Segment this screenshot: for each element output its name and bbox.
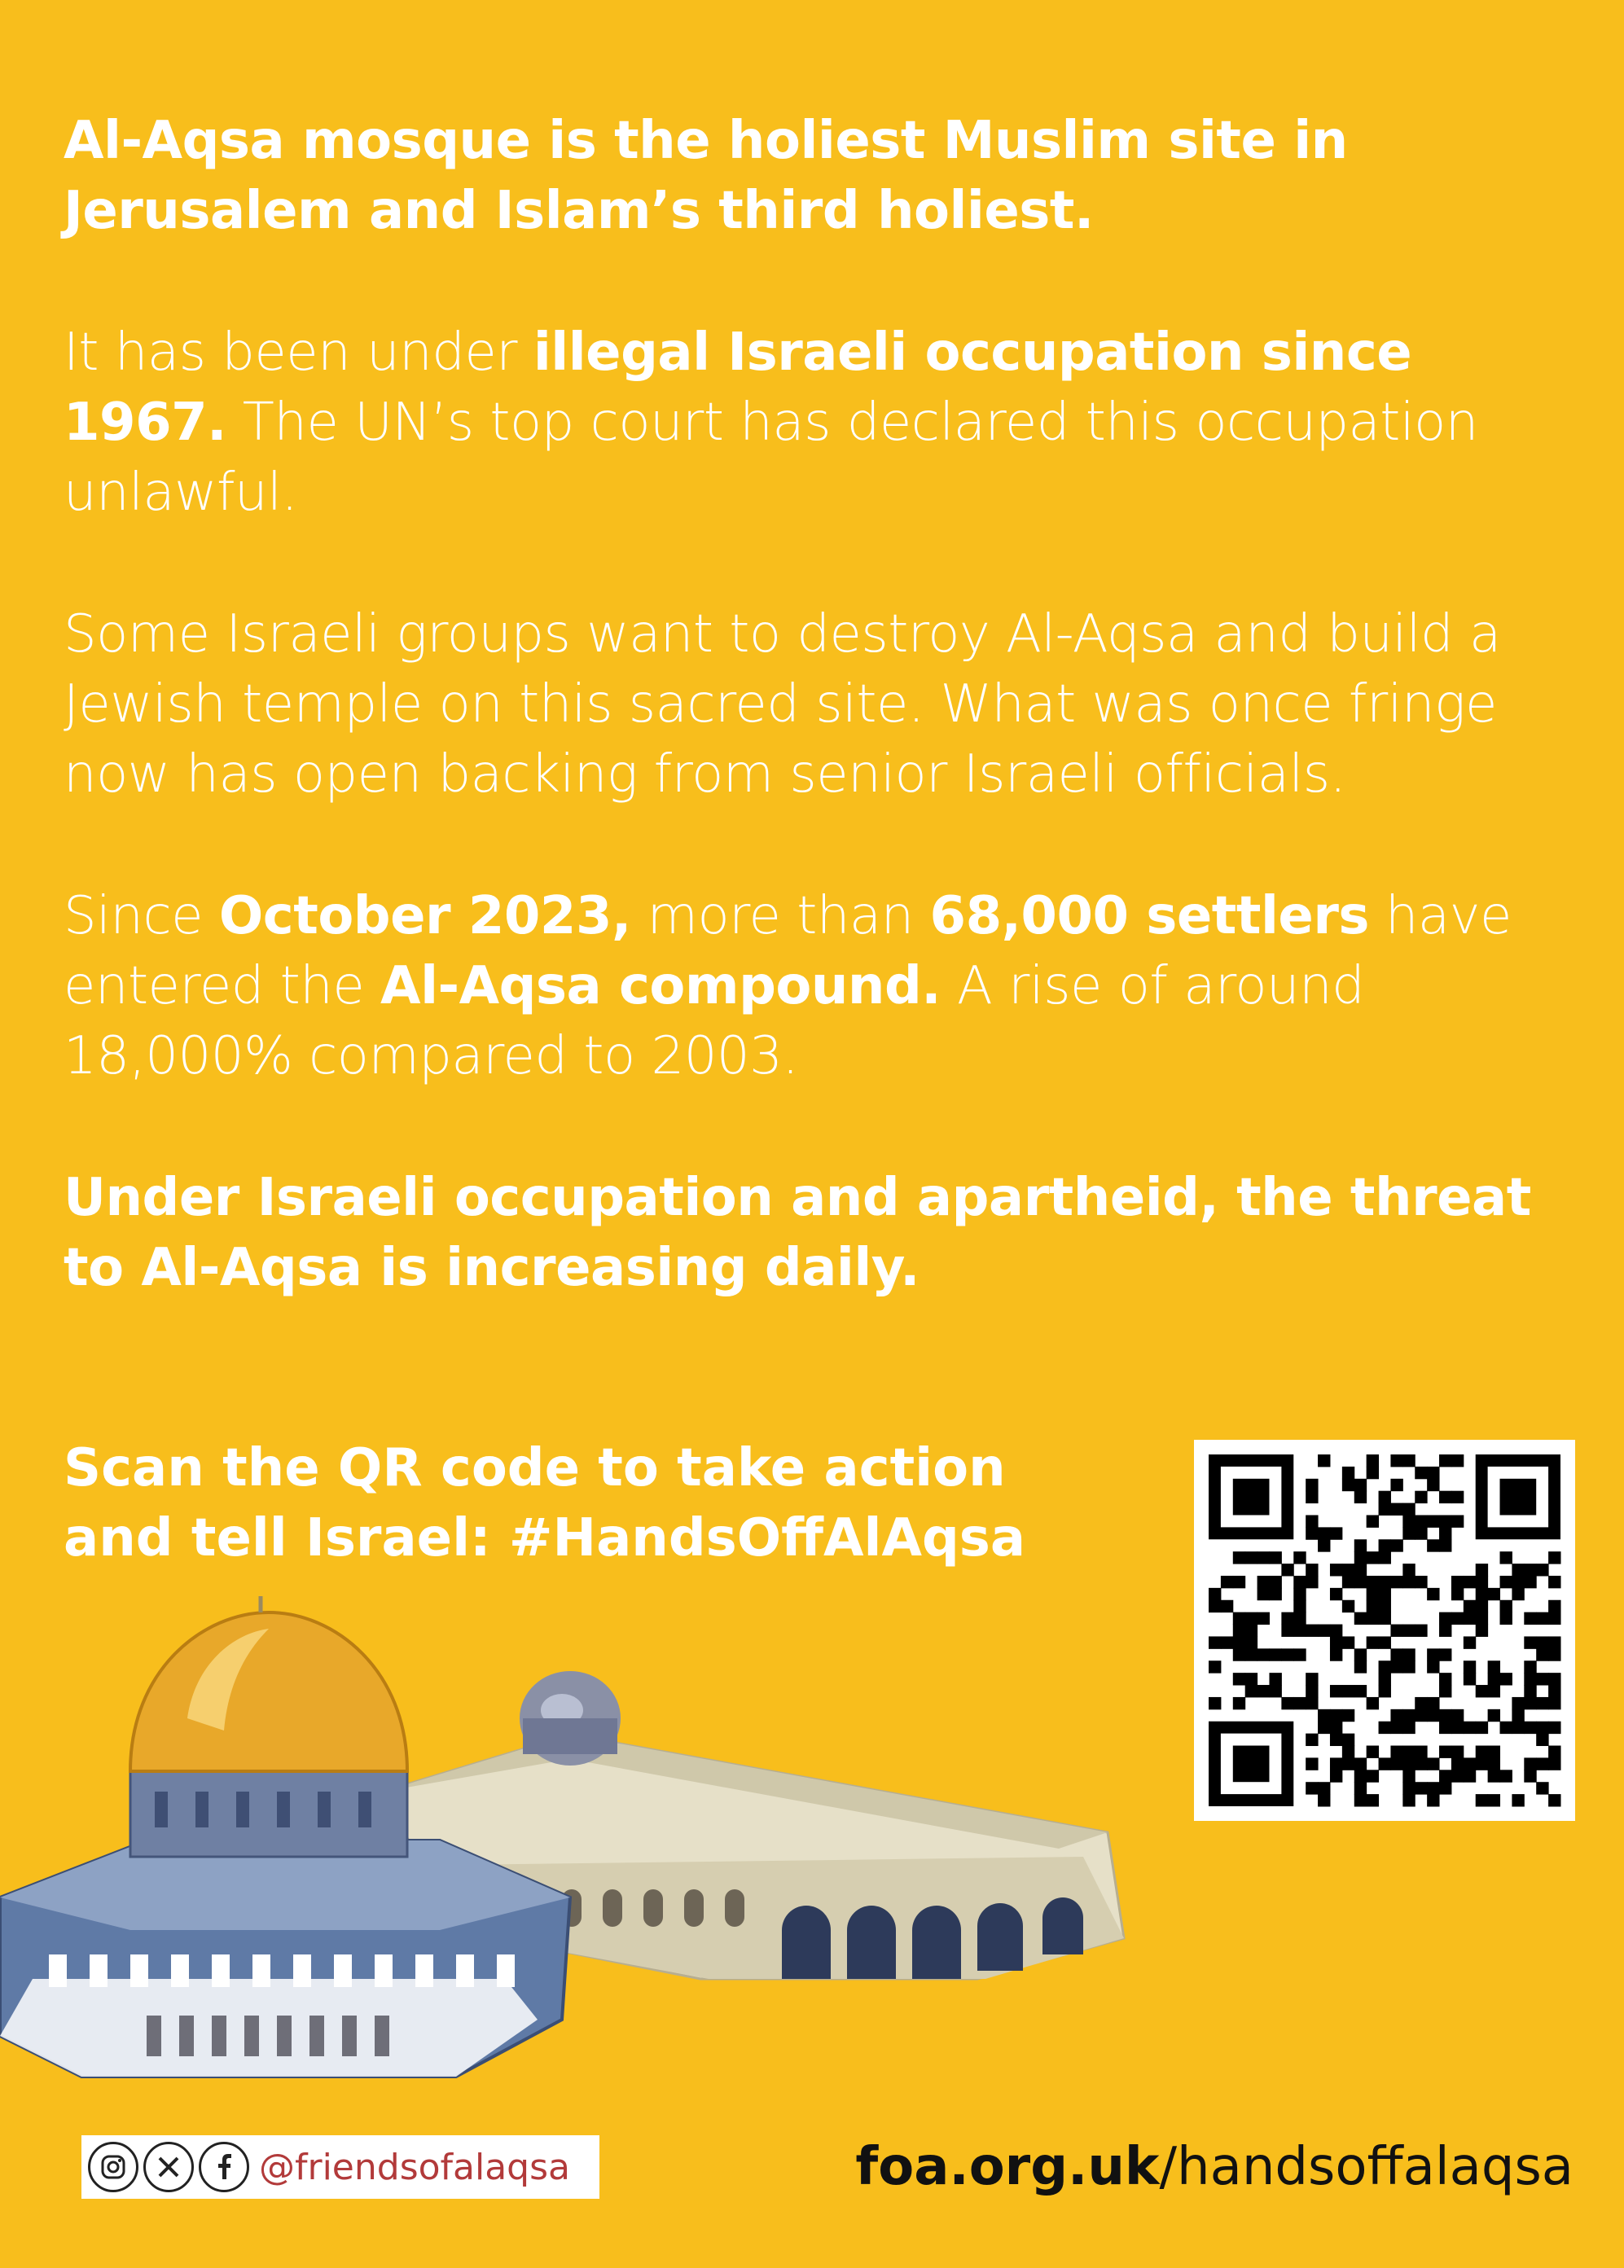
settlers-text-3: have entered the: [64, 886, 1512, 1016]
settlers-place: Al-Aqsa compound.: [380, 956, 941, 1016]
settlers-count: 68,000 settlers: [929, 886, 1369, 946]
occupation-paragraph: [64, 318, 1578, 528]
settlers-text-1: Since: [64, 886, 219, 946]
groups-paragraph: Some Israeli groups want to destroy Al-Aqsa and build a Jewish temple on this sacred site. What was once fringe now has open backing from senior Israeli officials.: [64, 604, 1501, 805]
qr-code-graphic: [1194, 1440, 1575, 1821]
qr-code[interactable]: [1194, 1440, 1575, 1821]
facebook-glyph: [212, 2153, 236, 2181]
occupation-text-2: The UN’s top court has declared this occupation unlawful.: [64, 393, 1478, 523]
instagram-icon[interactable]: [88, 2142, 138, 2192]
occupation-text-1: It has been under: [64, 322, 533, 383]
settlers-text-2: more than: [630, 886, 930, 946]
settlers-date: October 2023,: [218, 886, 631, 946]
x-glyph: [156, 2155, 181, 2179]
social-handle[interactable]: @friendsofalaqsa: [259, 2146, 570, 2188]
website-link[interactable]: [855, 2135, 1574, 2199]
website-domain: foa.org.uk: [855, 2137, 1160, 2197]
call-to-action: Scan the QR code to take action and tell Israel: #HandsOffAlAqsa: [64, 1438, 1026, 1568]
occupation-bold: illegal Israeli occupation since 1967.: [64, 322, 1412, 453]
settlers-paragraph: [64, 881, 1578, 1091]
facebook-icon[interactable]: [199, 2142, 249, 2192]
threat-paragraph: Under Israeli occupation and apartheid, the threat to Al-Aqsa is increasing daily.: [64, 1168, 1531, 1298]
settlers-text-4: A rise of around 18,000% compared to 2003.: [64, 956, 1365, 1086]
instagram-glyph: [99, 2153, 127, 2181]
body-text: [64, 106, 1578, 1375]
x-icon[interactable]: [143, 2142, 194, 2192]
intro-paragraph: Al-Aqsa mosque is the holiest Muslim site in Jerusalem and Islam’s third holiest.: [64, 111, 1348, 241]
website-path: /handsoffalaqsa: [1159, 2137, 1574, 2197]
social-media-bar: [81, 2135, 599, 2199]
al-aqsa-illustration: [0, 1596, 1140, 2085]
